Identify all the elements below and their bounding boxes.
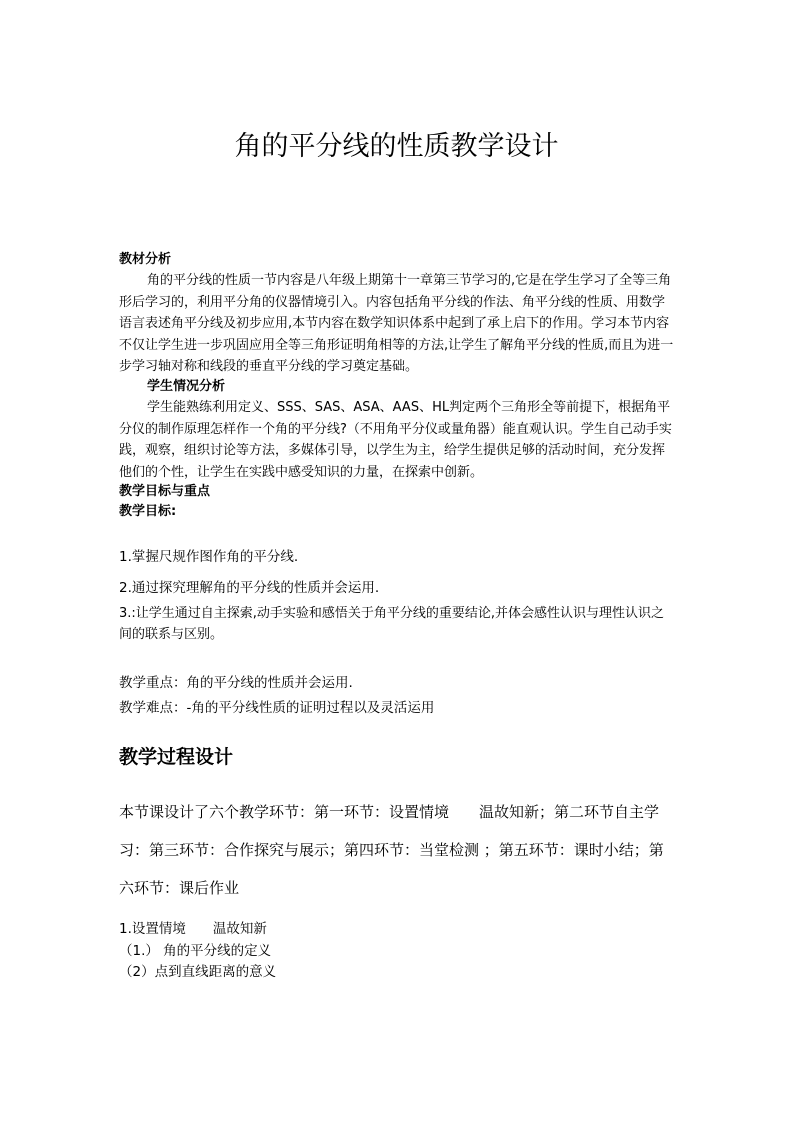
goals-heading: 教学目标与重点	[119, 484, 211, 499]
goals-subheading: 教学目标:	[119, 504, 177, 519]
page-title: 角的平分线的性质教学设计	[234, 131, 559, 162]
student-analysis-heading: 学生情况分析	[147, 379, 226, 394]
goal-item-3: 3.:让学生通过自主探索,动手实验和感悟关于角平分线的重要结论,并体会感性认识与理性认识之间的联系与区别。	[119, 606, 665, 642]
textbook-analysis-heading: 教材分析	[119, 252, 172, 267]
textbook-analysis-section	[119, 250, 677, 378]
student-analysis-section	[119, 377, 677, 483]
key-point: 教学重点：角的平分线的性质并会运用.	[119, 675, 353, 691]
student-analysis-body: 学生能熟练利用定义、SSS、SAS、ASA、AAS、HL判定两个三角形全等前提下，根据角平分仪的制作原理怎样作一个角的平分线?（不用角平分仪或量角器）能直观认识。学生自己动手实践，观察，组织讨论等方法，多媒体引导，以学生为主，给学生提供足够的活动时间，充分发挥他们的个性，让学生在实践中感受知识的力量，在探索中创新。	[119, 400, 672, 480]
process-summary: 本节课设计了六个教学环节：第一环节：设置情境 温故知新；第二环节自主学习：第三环节：合作探究与展示；第四环节：当堂检测 ；第五环节：课时小结；第六环节：课后作业	[119, 803, 664, 897]
textbook-analysis-body: 角的平分线的性质一节内容是八年级上期第十一章第三节学习的,它是在学生学习了全等三角形后学习的，利用平分角的仪器情境引入。内容包括角平分线的作法、角平分线的性质、用数学语言表述角平分线及初步应用,本节内容在数学知识体系中起到了承上启下的作用。学习本节内容不仅让学生进一步巩固应用全等三角形证明角相等的方法,让学生了解角平分线的性质,而且为进一步学习轴对称和线段的垂直平分线的学习奠定基础。	[119, 273, 674, 375]
difficulty-point: 教学难点：-角的平分线性质的证明过程以及灵活运用	[119, 700, 435, 716]
goal-item-1: 1.掌握尺规作图作角的平分线.	[119, 549, 299, 565]
step-1-sub-2: （2）点到直线距离的意义	[119, 964, 277, 980]
goal-item-2: 2.通过探究理解角的平分线的性质并会运用.	[119, 580, 380, 596]
step-1-sub-1: （1.） 角的平分线的定义	[119, 943, 272, 959]
goal-item-3-wrap	[119, 603, 677, 645]
step-1: 1.设置情境 温故知新	[119, 921, 267, 937]
goals-section	[119, 482, 677, 522]
process-heading: 教学过程设计	[119, 746, 234, 768]
